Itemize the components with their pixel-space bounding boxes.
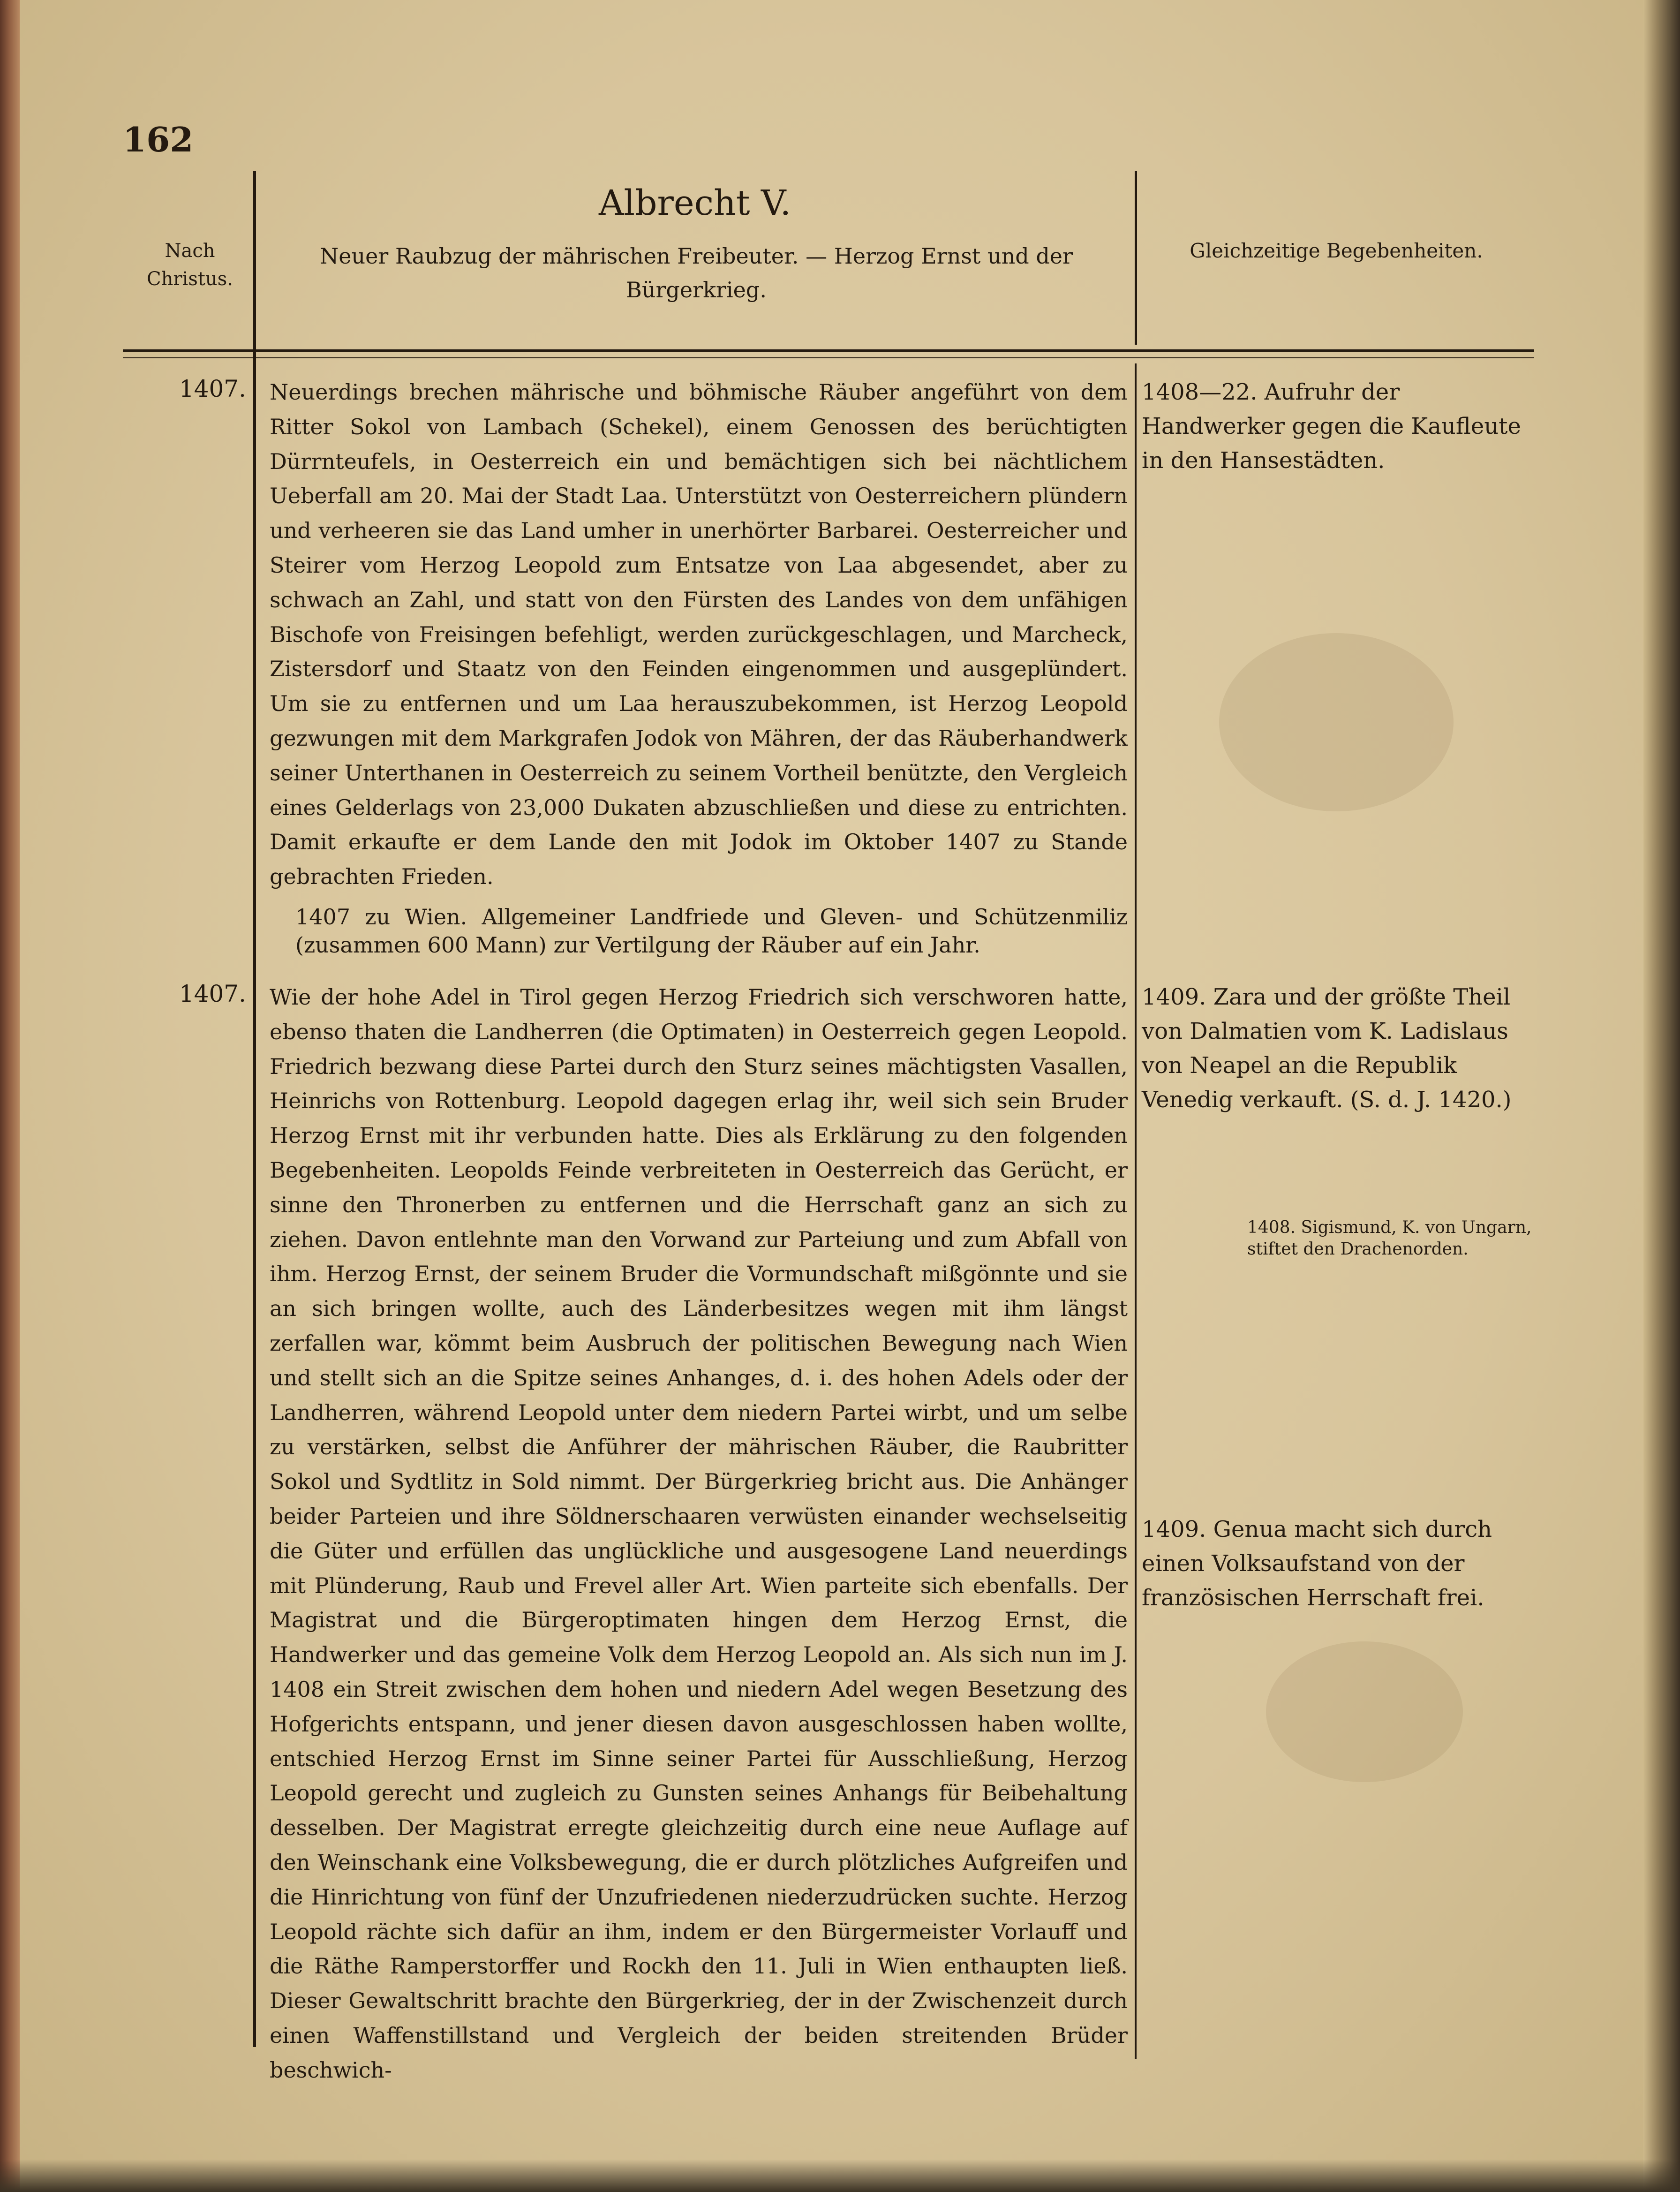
entry-year: 1407. bbox=[179, 375, 246, 402]
stain bbox=[1219, 633, 1454, 811]
header-rule-thick bbox=[123, 349, 1534, 352]
column-divider-right-header bbox=[1135, 171, 1137, 345]
page-number: 162 bbox=[123, 120, 194, 159]
entry-paragraph: Neuerdings brechen mährische und böhmische Räuber angeführt von dem Ritter Sokol von Lambach (Schekel), einem Genossen des berüchtigten Dürrnteufels, in Oesterreich ein und bemächtigen sich bei nächtlichem Ueberfall am 20. Mai der Stadt Laa. Unterstützt von Oesterreichern plündern und verheeren sie das Land umher in unerhörter Barbarei. Oesterreicher und Steirer vom Herzog Leopold zum Entsatze von Laa abgesendet, aber zu schwach an Zahl, und statt von den Fürsten des Landes von dem unfähigen Bischofe von Freisingen befehligt, werden zurückgeschlagen, und Marcheck, Zistersdorf und Staatz von den Feinden eingenommen und ausgeplündert. Um sie zu entfernen und um Laa herauszubekommen, ist Herzog Leopold gezwungen mit dem Markgrafen Jodok von Mähren, der das Räuberhandwerk seiner Unterthanen in Oesterreich zu seinem Vortheil benützte, den Vergleich eines Gelderlags von 23,000 Dukaten abzuschließen und diese zu entrichten. Damit erkaufte er dem Lande den mit Jodok im Oktober 1407 zu Stande gebrachten Frieden. bbox=[270, 379, 1128, 890]
column-divider-left bbox=[253, 171, 256, 2047]
chapter-subtitle: Neuer Raubzug der mährischen Freibeuter. — Herzog Ernst und der Bürgerkrieg. bbox=[319, 243, 1073, 302]
entry-text bbox=[270, 375, 1128, 894]
entry-text bbox=[270, 980, 1128, 2088]
stain bbox=[1266, 1641, 1463, 1782]
page-bottom-edge bbox=[0, 2159, 1680, 2192]
side-event: 1409. Zara und der größte Theil von Dalmatien vom K. Ladislaus von Neapel an die Republik Venedig verkauft. (S. d. J. 1420.) bbox=[1142, 984, 1512, 1113]
page-fore-edge bbox=[1643, 0, 1680, 2192]
side-event-small: 1408. Sigismund, K. von Ungarn, stiftet den Drachenorden. bbox=[1247, 1218, 1532, 1259]
side-column-header: Gleichzeitige Begebenheiten. bbox=[1190, 239, 1483, 262]
entry-paragraph: Wie der hohe Adel in Tirol gegen Herzog Friedrich sich verschworen hatte, ebenso thaten die Landherren (die Optimaten) in Oesterreich gegen Leopold. Friedrich bezwang diese Partei durch den Sturz seines mächtigsten Vasallen, Heinrichs von Rottenburg. Leopold dagegen erlag ihr, weil sich sein Bruder Herzog Ernst mit ihr verbunden hatte. Dies als Erklärung zu den folgenden Begebenheiten. Leopolds Feinde verbreiteten in Oesterreich das Gerücht, er sinne den Thronerben zu entfernen und die Herrschaft ganz an sich zu ziehen. Davon entlehnte man den Vorwand zur Parteiung und zum Abfall von ihm. Herzog Ernst, der seinem Bruder die Vormundschaft mißgönnte und sie an sich bringen wollte, auch des Länderbesitzes wegen mit ihm längst zerfallen war, kömmt beim Ausbruch der politischen Bewegung nach Wien und stellt sich an die Spitze seines Anhanges, d. i. des hohen Adels oder der Landherren, während Leopold unter dem niedern Partei wirbt, und um selbe zu verstärken, selbst die Anführer der mährischen Räuber, die Raubritter Sokol und Sydtlitz in Sold nimmt. Der Bürgerkrieg bricht aus. Die Anhänger beider Parteien und ihre Söldnerschaaren verwüsten einander wechselseitig die Güter und erfüllen das unglückliche und ausgesogene Land neuerdings mit Plünderung, Raub und Frevel aller Art. Wien parteite sich ebenfalls. Der Magistrat und die Bürgeroptimaten hingen dem Herzog Ernst, die Handwerker und das gemeine Volk dem Herzog Leopold an. Als sich nun im J. 1408 ein Streit zwischen dem hohen und niedern Adel wegen Besetzung des Hofgerichts entspann, und jener diesen davon ausgeschlossen haben wollte, entschied Herzog Ernst im Sinne seiner Partei für Ausschließung, Herzog Leopold gerecht und zugleich zu Gunsten seines Anhangs für Beibehaltung desselben. Der Magistrat erregte gleichzeitig durch eine neue Auflage auf den Weinschank eine Volksbewegung, die er durch plötzliches Aufgreifen und die Hinrichtung von fünf der Unzufriedenen niederzudrücken suchte. Herzog Leopold rächte sich dafür an ihm, indem er den Bürgermeister Vorlauff und die Räthe Ramperstorffer und Rockh den 11. Juli in Wien enthaupten ließ. Dieser Gewaltschritt brachte den Bürgerkrieg, der in der Zwischenzeit durch einen Waffenstillstand und Vergleich der beiden streitenden Brüder beschwich- bbox=[270, 984, 1128, 2083]
side-event: 1409. Genua macht sich durch einen Volksaufstand von der französischen Herrschaft frei. bbox=[1142, 1516, 1492, 1611]
side-event: 1408—22. Aufruhr der Handwerker gegen die Kaufleute in den Hansestädten. bbox=[1142, 379, 1521, 474]
entry-note: 1407 zu Wien. Allgemeiner Landfriede und Gleven- und Schützenmiliz (zusammen 600 Mann) zur Vertilgung der Räuber auf ein Jahr. bbox=[295, 904, 1128, 958]
ruler-title: Albrecht V. bbox=[598, 183, 791, 223]
era-column-header: Nach Christus. bbox=[147, 240, 233, 290]
entry-year: 1407. bbox=[179, 980, 246, 1007]
column-divider-right bbox=[1135, 363, 1137, 2059]
header-rule-thin bbox=[123, 357, 1534, 358]
page-binding-edge bbox=[0, 0, 20, 2192]
